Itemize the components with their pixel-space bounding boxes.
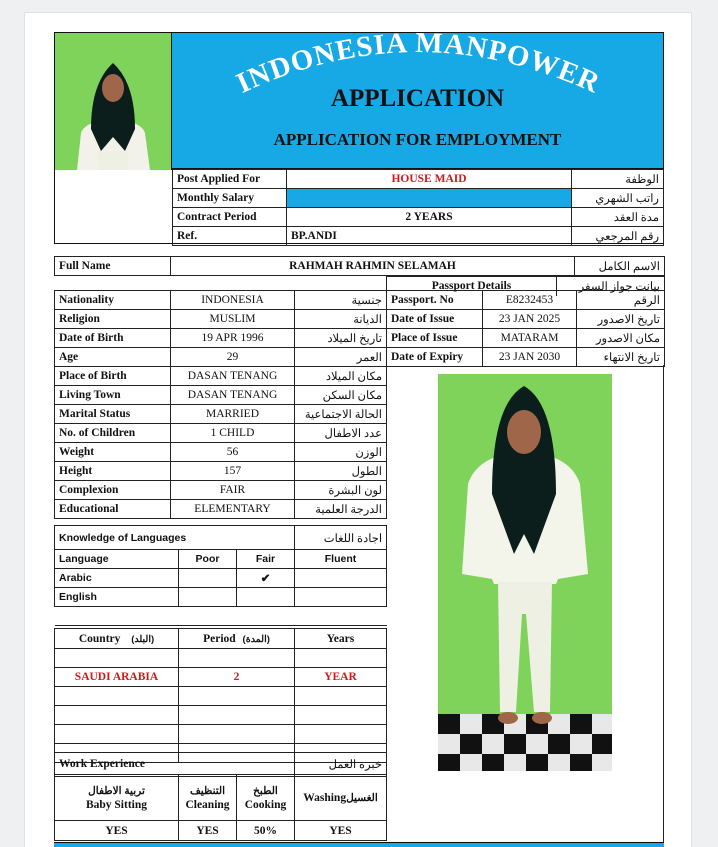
- table-row: [55, 821, 387, 841]
- personal-label: Religion: [55, 310, 171, 329]
- table-row: [55, 607, 387, 626]
- personal-label-ar: جنسية: [295, 291, 387, 310]
- personal-value: MARRIED: [171, 405, 295, 424]
- passport-details-label: Passport Details: [387, 277, 557, 296]
- job-table: [172, 169, 664, 246]
- skill-cleaning: [179, 775, 237, 821]
- english-fluent: [295, 588, 387, 607]
- footer-banner: [54, 842, 664, 847]
- table-row: [55, 405, 387, 424]
- monthly-salary-value: [287, 189, 572, 208]
- period-header: [179, 629, 295, 649]
- personal-value: 1 CHILD: [171, 424, 295, 443]
- table-row: [55, 668, 387, 687]
- skill-baby-sitting-ar: تربية الاطفال: [88, 784, 145, 797]
- arabic-fluent: [295, 569, 387, 588]
- country-header-ar: (البلد): [131, 633, 155, 645]
- personal-value: FAIR: [171, 481, 295, 500]
- skill-cleaning-en: Cleaning: [185, 798, 230, 811]
- table-row: [55, 775, 387, 821]
- table-row: [55, 424, 387, 443]
- experience-period: 2: [179, 668, 295, 687]
- personal-value: ELEMENTARY: [171, 500, 295, 519]
- language-english: English: [55, 588, 179, 607]
- table-row: [173, 227, 664, 246]
- table-row: [173, 189, 664, 208]
- table-row: [55, 629, 387, 649]
- table-row: [55, 753, 387, 775]
- skill-cooking-ar: الطبخ: [253, 784, 278, 797]
- personal-label-ar: الوزن: [295, 443, 387, 462]
- personal-label: Height: [55, 462, 171, 481]
- contract-period-value: 2 YEARS: [287, 208, 572, 227]
- languages-title-ar: اجادة اللغات: [295, 526, 387, 550]
- passport-table: [386, 290, 665, 367]
- personal-label: Living Town: [55, 386, 171, 405]
- personal-value: 56: [171, 443, 295, 462]
- english-fair: [237, 588, 295, 607]
- personal-label: Date of Birth: [55, 329, 171, 348]
- table-row: [55, 257, 665, 276]
- small-portrait-photo: [55, 33, 172, 170]
- period-header-ar: (المدة): [242, 633, 270, 645]
- skill-cooking: [237, 775, 295, 821]
- place-of-issue-label: Place of Issue: [387, 329, 483, 348]
- skill-washing: [295, 775, 387, 821]
- personal-label-ar: لون البشرة: [295, 481, 387, 500]
- ref-label: Ref.: [173, 227, 287, 246]
- skill-cleaning-ar: التنظيف: [189, 784, 226, 797]
- personal-table: [54, 290, 387, 519]
- period-header-label: Period: [203, 632, 236, 645]
- personal-label: Place of Birth: [55, 367, 171, 386]
- full-name-table: [54, 256, 665, 276]
- header-banner: [172, 33, 663, 169]
- full-name-ar: الاسم الكامل: [575, 257, 665, 276]
- personal-label-ar: الحالة الاجتماعية: [295, 405, 387, 424]
- ref-value: BP.ANDI: [287, 227, 572, 246]
- personal-value: DASAN TENANG: [171, 367, 295, 386]
- table-row: [173, 170, 664, 189]
- passport-no-value: E8232453: [483, 291, 577, 310]
- english-poor: [179, 588, 237, 607]
- language-header: Language: [55, 550, 179, 569]
- monthly-salary-ar: راتب الشهري: [572, 189, 664, 208]
- experience-country: SAUDI ARABIA: [55, 668, 179, 687]
- post-applied-ar: الوظفة: [572, 170, 664, 189]
- personal-value: 19 APR 1996: [171, 329, 295, 348]
- skill-washing-en: Washing: [303, 791, 347, 804]
- passport-no-label: Passport. No: [387, 291, 483, 310]
- work-experience-table: [54, 752, 387, 841]
- table-row: [55, 500, 387, 519]
- table-row: [387, 291, 665, 310]
- skill-baby-sitting: [55, 775, 179, 821]
- personal-label-ar: العمر: [295, 348, 387, 367]
- passport-no-ar: الرقم: [577, 291, 665, 310]
- arabic-poor: [179, 569, 237, 588]
- table-row: [55, 706, 387, 725]
- full-body-photo: [438, 374, 612, 771]
- table-row: [55, 291, 387, 310]
- full-name-value: RAHMAH RAHMIN SELAMAH: [171, 257, 575, 276]
- personal-label-ar: الديانة: [295, 310, 387, 329]
- application-title: APPLICATION: [330, 85, 505, 112]
- date-of-expiry-ar: تاريخ الانتهاء: [577, 348, 665, 367]
- cleaning-value: YES: [179, 821, 237, 841]
- date-of-issue-value: 23 JAN 2025: [483, 310, 577, 329]
- skill-baby-sitting-en: Baby Sitting: [85, 798, 148, 811]
- arabic-fair: ✔: [237, 569, 295, 588]
- poor-header: Poor: [179, 550, 237, 569]
- svg-text:INDONESIA MANPOWER: INDONESIA MANPOWER: [231, 33, 606, 100]
- place-of-issue-value: MATARAM: [483, 329, 577, 348]
- personal-label-ar: عدد الاطفال: [295, 424, 387, 443]
- personal-value: 29: [171, 348, 295, 367]
- table-row: [55, 443, 387, 462]
- table-row: [55, 310, 387, 329]
- personal-value: 157: [171, 462, 295, 481]
- table-row: [55, 348, 387, 367]
- country-header-label: Country: [78, 632, 121, 645]
- personal-label-ar: الطول: [295, 462, 387, 481]
- table-row: [173, 208, 664, 227]
- table-row: [387, 348, 665, 367]
- washing-value: YES: [295, 821, 387, 841]
- personal-value: INDONESIA: [171, 291, 295, 310]
- table-row: [55, 481, 387, 500]
- personal-label: No. of Children: [55, 424, 171, 443]
- application-subtitle: APPLICATION FOR EMPLOYMENT: [273, 130, 562, 149]
- languages-title: Knowledge of Languages: [55, 526, 295, 550]
- personal-label: Complexion: [55, 481, 171, 500]
- contract-period-label: Contract Period: [173, 208, 287, 227]
- baby-sitting-value: YES: [55, 821, 179, 841]
- passport-details-ar: بيانت جواز السفر: [557, 277, 665, 296]
- language-arabic: Arabic: [55, 569, 179, 588]
- fluent-header: Fluent: [295, 550, 387, 569]
- table-row: [55, 569, 387, 588]
- skill-cooking-en: Cooking: [244, 798, 287, 811]
- table-row: [55, 526, 387, 550]
- table-row: [55, 386, 387, 405]
- years-header: Years: [295, 629, 387, 649]
- work-experience-title-ar: خبرة العمل: [295, 753, 387, 775]
- personal-label: Weight: [55, 443, 171, 462]
- experience-years: YEAR: [295, 668, 387, 687]
- table-row: [55, 367, 387, 386]
- skill-washing-ar: الغسيل: [346, 791, 378, 804]
- table-row: [55, 687, 387, 706]
- personal-label-ar: تاريخ الميلاد: [295, 329, 387, 348]
- date-of-issue-label: Date of Issue: [387, 310, 483, 329]
- cooking-value: 50%: [237, 821, 295, 841]
- post-applied-value: HOUSE MAID: [287, 170, 572, 189]
- personal-label-ar: مكان السكن: [295, 386, 387, 405]
- personal-label: Marital Status: [55, 405, 171, 424]
- date-of-expiry-value: 23 JAN 2030: [483, 348, 577, 367]
- place-of-issue-ar: مكان الاصدور: [577, 329, 665, 348]
- table-row: [55, 550, 387, 569]
- table-row: [55, 649, 387, 668]
- ref-ar: رقم المرجعي: [572, 227, 664, 246]
- work-experience-title: Work Experience: [55, 753, 295, 775]
- table-row: [55, 725, 387, 744]
- date-of-issue-ar: تاريخ الاصدور: [577, 310, 665, 329]
- monthly-salary-label: Monthly Salary: [173, 189, 287, 208]
- personal-value: DASAN TENANG: [171, 386, 295, 405]
- contract-period-ar: مدة العقد: [572, 208, 664, 227]
- table-row: [55, 329, 387, 348]
- spacer-row: [55, 607, 387, 626]
- country-header: [55, 629, 179, 649]
- table-row: [55, 588, 387, 607]
- table-row: [387, 329, 665, 348]
- personal-label: Age: [55, 348, 171, 367]
- personal-label-ar: مكان الميلاد: [295, 367, 387, 386]
- date-of-expiry-label: Date of Expiry: [387, 348, 483, 367]
- table-row: [55, 462, 387, 481]
- personal-label: Nationality: [55, 291, 171, 310]
- personal-label: Educational: [55, 500, 171, 519]
- languages-table: [54, 525, 387, 626]
- full-name-label: Full Name: [55, 257, 171, 276]
- post-applied-label: Post Applied For: [173, 170, 287, 189]
- personal-value: MUSLIM: [171, 310, 295, 329]
- fair-header: Fair: [237, 550, 295, 569]
- personal-label-ar: الدرجة العلمية: [295, 500, 387, 519]
- application-header: [54, 32, 664, 244]
- table-row: [387, 310, 665, 329]
